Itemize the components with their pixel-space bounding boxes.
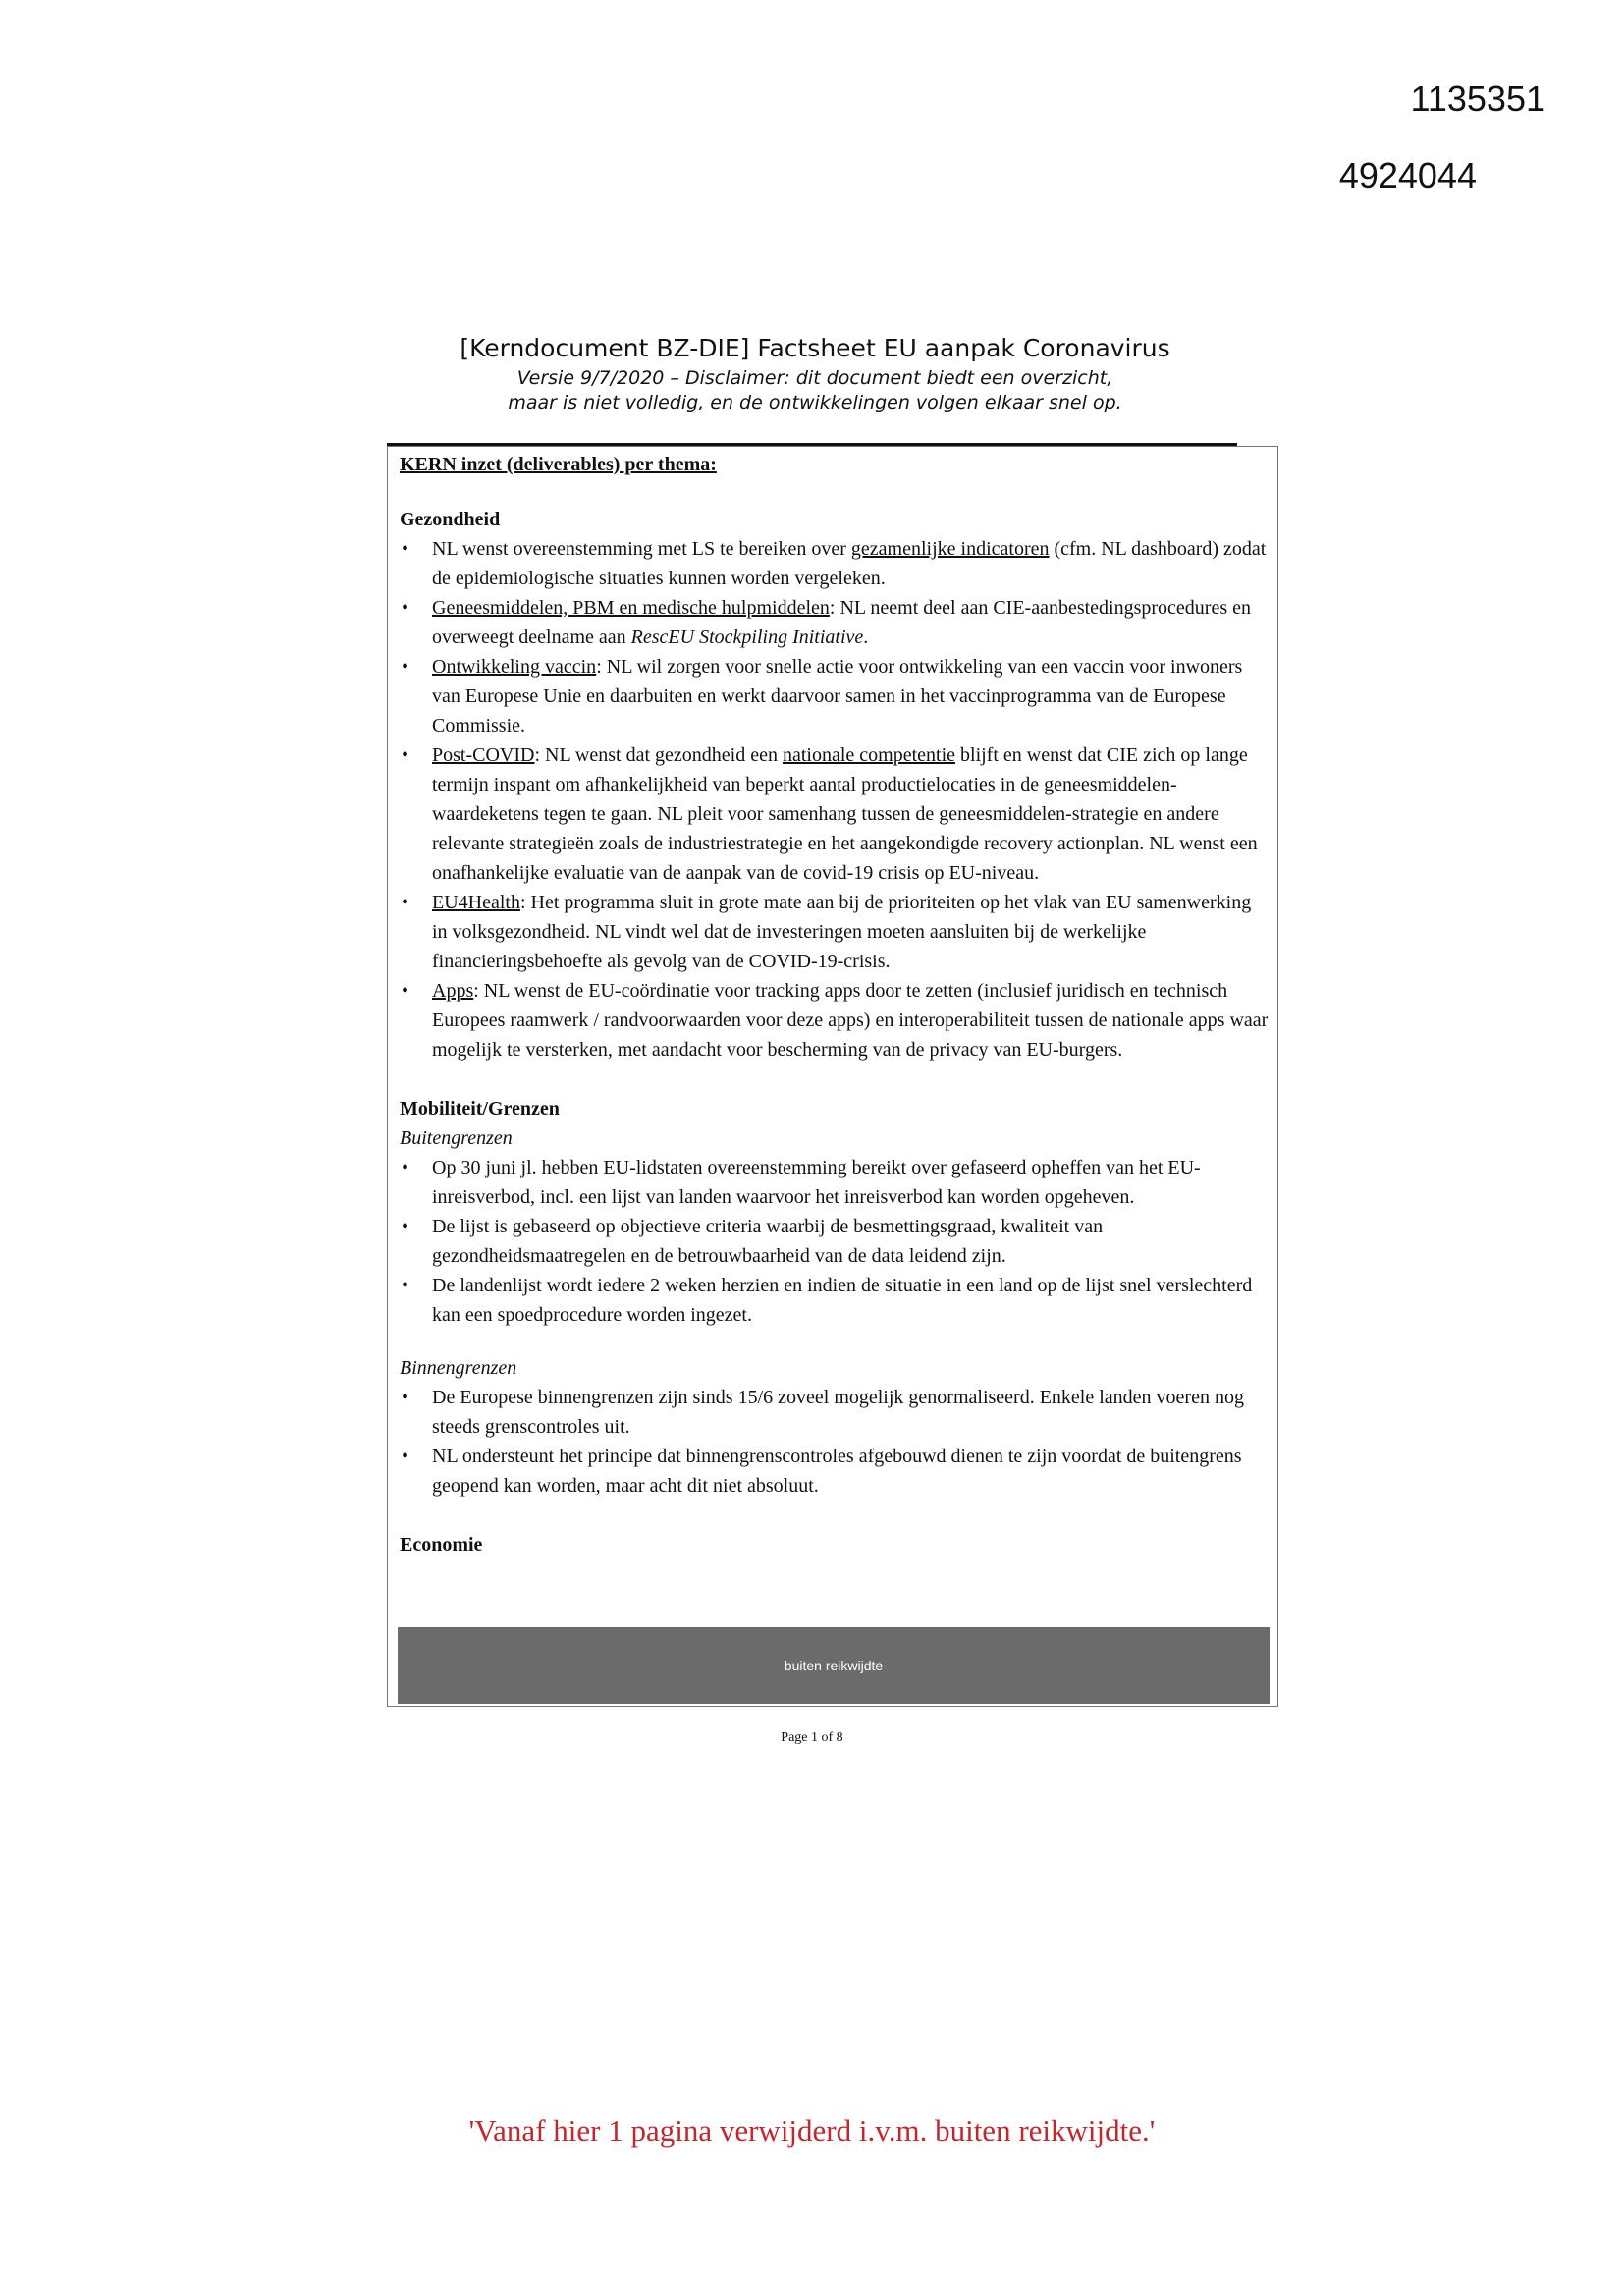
document-subtitle-line-2: maar is niet volledig, en de ontwikkelingen volgen elkaar snel op. <box>508 391 1122 413</box>
subheading-buitengrenzen: Buitengrenzen <box>400 1127 513 1149</box>
list-item: • Post-COVID: NL wenst dat gezondheid een nationale competentie blijft en wenst dat CIE zich op lange termijn inspant om afhankelijkheid van beperkt aantal productielocaties in de geneesmiddelen-waardeketens tegen te gaan. NL pleit voor samenhang tussen de geneesmiddelen-strategie en andere relevante strategieën zoals de industriestrategie en het aangekondigde recovery actionplan. NL wenst een onafhankelijke evaluatie van de aanpak van de covid-19 crisis op EU-niveau. <box>400 740 1269 888</box>
list-item: • Ontwikkeling vaccin: NL wil zorgen voor snelle actie voor ontwikkeling van een vaccin voor inwoners van Europese Unie en daarbuiten en werkt daarvoor samen in het vaccinprogramma van de Europese Commissie. <box>400 652 1269 740</box>
underlined-term: nationale competentie <box>782 744 956 766</box>
bullet: • <box>402 1387 409 1408</box>
bullet: • <box>402 1446 409 1467</box>
section-heading-gezondheid: Gezondheid <box>400 509 501 530</box>
underlined-term: EU4Health <box>432 892 520 913</box>
section-heading-economie: Economie <box>400 1534 483 1556</box>
removal-notice: 'Vanaf hier 1 pagina verwijderd i.v.m. buiten reikwijdte.' <box>468 2113 1156 2148</box>
underlined-term: gezamenlijke indicatoren <box>850 538 1050 560</box>
redaction-block <box>398 1627 1270 1704</box>
buitengrenzen-list <box>400 1153 1269 1330</box>
document-title: [Kerndocument BZ-DIE] Factsheet EU aanpak Coronavirus <box>460 334 1170 362</box>
bullet: • <box>402 1157 409 1178</box>
redaction-label: buiten reikwijdte <box>784 1658 884 1673</box>
list-item: • Op 30 juni jl. hebben EU-lidstaten overeenstemming bereikt over gefaseerd opheffen van het EU-inreisverbod, incl. een lijst van landen waarvoor het inreisverbod kan worden opgeheven. <box>400 1153 1269 1212</box>
bullet: • <box>402 1216 409 1237</box>
underlined-term: Apps <box>432 980 474 1002</box>
kern-heading: KERN inzet (deliverables) per thema: <box>400 454 717 475</box>
document-header <box>373 334 1257 414</box>
page-number: Page 1 of 8 <box>781 1730 843 1745</box>
gezondheid-list <box>400 534 1269 1065</box>
bullet: • <box>402 538 409 560</box>
bullet: • <box>402 980 409 1002</box>
list-item: • Geneesmiddelen, PBM en medische hulpmiddelen: NL neemt deel aan CIE-aanbestedingsprocedures en overweegt deelname aan RescEU Stockpiling Initiative. <box>400 593 1269 652</box>
underlined-term: Geneesmiddelen, PBM en medische hulpmiddelen <box>432 597 830 619</box>
subheading-binnengrenzen: Binnengrenzen <box>400 1357 517 1379</box>
section-heading-mobiliteit: Mobiliteit/Grenzen <box>400 1098 560 1120</box>
bullet: • <box>402 892 409 913</box>
bullet: • <box>402 1275 409 1296</box>
underlined-term: Ontwikkeling vaccin <box>432 656 597 678</box>
binnengrenzen-list <box>400 1383 1269 1501</box>
bullet: • <box>402 597 409 619</box>
list-item: • De lijst is gebaseerd op objectieve criteria waarbij de besmettingsgraad, kwaliteit van gezondheidsmaatregelen en de betrouwbaarheid van de data leidend zijn. <box>400 1212 1269 1271</box>
list-item: • De landenlijst wordt iedere 2 weken herzien en indien de situatie in een land op de lijst snel verslechterd kan een spoedprocedure worden ingezet. <box>400 1271 1269 1330</box>
list-item: • NL wenst overeenstemming met LS te bereiken over gezamenlijke indicatoren (cfm. NL dashboard) zodat de epidemiologische situaties kunnen worden vergeleken. <box>400 534 1269 593</box>
document-number-top: 1135351 <box>1410 79 1545 119</box>
document-subtitle-line-1: Versie 9/7/2020 – Disclaimer: dit document biedt een overzicht, <box>516 367 1113 389</box>
list-item: • EU4Health: Het programma sluit in grote mate aan bij de prioriteiten op het vlak van EU samenwerking in volksgezondheid. NL vindt wel dat de investeringen moeten aansluiten bij de werkelijke financieringsbehoefte als gevolg van de COVID-19-crisis. <box>400 888 1269 976</box>
bullet: • <box>402 744 409 766</box>
list-item: • De Europese binnengrenzen zijn sinds 15/6 zoveel mogelijk genormaliseerd. Enkele landen voeren nog steeds grenscontroles uit. <box>400 1383 1269 1442</box>
bullet: • <box>402 656 409 678</box>
list-item: • NL ondersteunt het principe dat binnengrenscontroles afgebouwd dienen te zijn voordat de buitengrens geopend kan worden, maar acht dit niet absoluut. <box>400 1442 1269 1501</box>
list-item: • Apps: NL wenst de EU-coördinatie voor tracking apps door te zetten (inclusief juridisch en technisch Europees raamwerk / randvoorwaarden voor deze apps) en interoperabiliteit tussen de nationale apps waar mogelijk te versterken, met aandacht voor bescherming van de privacy van EU-burgers. <box>400 976 1269 1065</box>
document-number-secondary: 4924044 <box>1338 155 1477 195</box>
document-body <box>400 447 1269 1559</box>
underlined-term: Post-COVID <box>432 744 535 766</box>
italic-term: RescEU Stockpiling Initiative <box>630 627 864 648</box>
